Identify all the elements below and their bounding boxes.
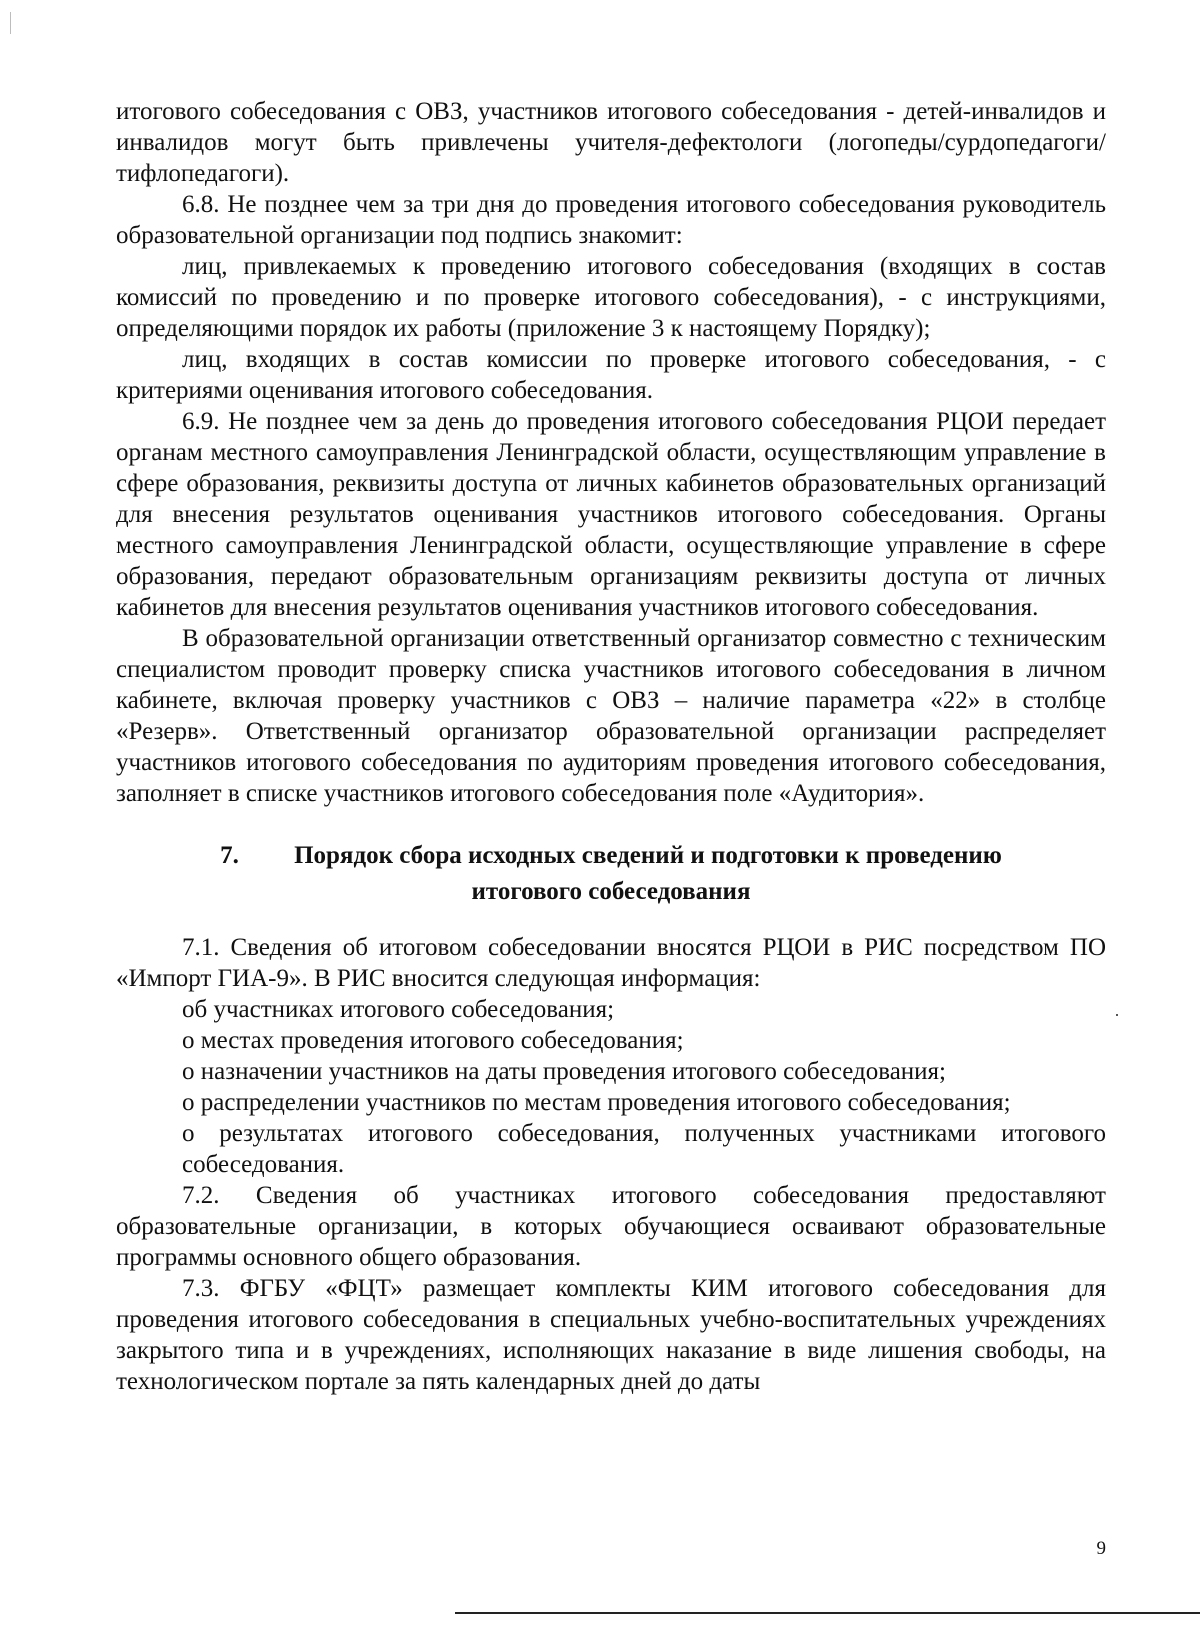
paragraph-6-8-item-1: лиц, привлекаемых к проведению итогового собеседования (входящих в состав комиссий по проведению и по проверке итогового собеседования), - с инструкциями, определяющими порядок их работы (приложение 3 к настоящему Порядку); — [116, 253, 1106, 342]
list-item: о назначении участников на даты проведения итогового собеседования; — [182, 1058, 946, 1085]
section-number: 7. — [220, 842, 239, 869]
list-item: о местах проведения итогового собеседования; — [182, 1027, 684, 1054]
list-item: об участниках итогового собеседования; — [182, 996, 615, 1023]
section-title-line-1: Порядок сбора исходных сведений и подготовки к проведению — [294, 842, 1002, 869]
paragraph-6-9: 6.9. Не позднее чем за день до проведения итогового собеседования РЦОИ передает органам местного самоуправления Ленинградской области, осуществляющим управление в сфере образования, реквизиты доступа от личных кабинетов образовательных организаций для внесения результатов оценивания участников итогового собеседования. Органы местного самоуправления Ленинградской области, осуществляющие управление в сфере образования, передают образовательным организациям реквизиты доступа от личных кабинетов для внесения результатов оценивания участников итогового собеседования. — [116, 408, 1106, 621]
section-title-line-2: итогового собеседования — [471, 878, 751, 905]
list-item: о распределении участников по местам проведения итогового собеседования; — [182, 1089, 1011, 1116]
paragraph-6-8: 6.8. Не позднее чем за три дня до проведения итогового собеседования руководитель образовательной организации под подпись знакомит: — [116, 191, 1106, 249]
paragraph-7-1: 7.1. Сведения об итоговом собеседовании вносятся РЦОИ в РИС посредством ПО «Импорт ГИА-9». В РИС вносится следующая информация: — [116, 934, 1106, 992]
page-number: 9 — [1096, 1538, 1106, 1559]
scan-edge-mark — [10, 12, 11, 34]
paragraph-7-2: 7.2. Сведения об участниках итогового собеседования предоставляют образовательные организации, в которых обучающиеся осваивают образовательные программы основного общего образования. — [116, 1182, 1106, 1271]
list-item: о результатах итогового собеседования, полученных участниками итогового собеседования. — [182, 1120, 1106, 1178]
bottom-rule — [455, 1612, 1200, 1614]
paragraph-continuation: итогового собеседования с ОВЗ, участников итогового собеседования - детей-инвалидов и инвалидов могут быть привлечены учителя-дефектологи (логопеды/сурдопедагоги/тифлопедагоги). — [116, 98, 1106, 187]
section-heading — [116, 838, 1106, 910]
document-page — [116, 96, 1106, 1397]
paragraph-6-8-item-2: лиц, входящих в состав комиссии по проверке итогового собеседования, - с критериями оценивания итогового собеседования. — [116, 346, 1106, 404]
section-heading-line-1 — [116, 838, 1106, 874]
scan-speck — [1116, 1014, 1118, 1016]
paragraph-7-3: 7.3. ФГБУ «ФЦТ» размещает комплекты КИМ итогового собеседования для проведения итогового собеседования в специальных учебно-воспитательных учреждениях закрытого типа и в учреждениях, исполняющих наказание в виде лишения свободы, на технологическом портале за пять календарных дней до даты — [116, 1275, 1106, 1395]
paragraph-6-9-continued: В образовательной организации ответственный организатор совместно с техническим специалистом проводит проверку списка участников итогового собеседования в личном кабинете, включая проверку участников с ОВЗ – наличие параметра «22» в столбце «Резерв». Ответственный организатор образовательной организации распределяет участников итогового собеседования по аудиториям проведения итогового собеседования, заполняет в списке участников итогового собеседования поле «Аудитория». — [116, 625, 1106, 807]
